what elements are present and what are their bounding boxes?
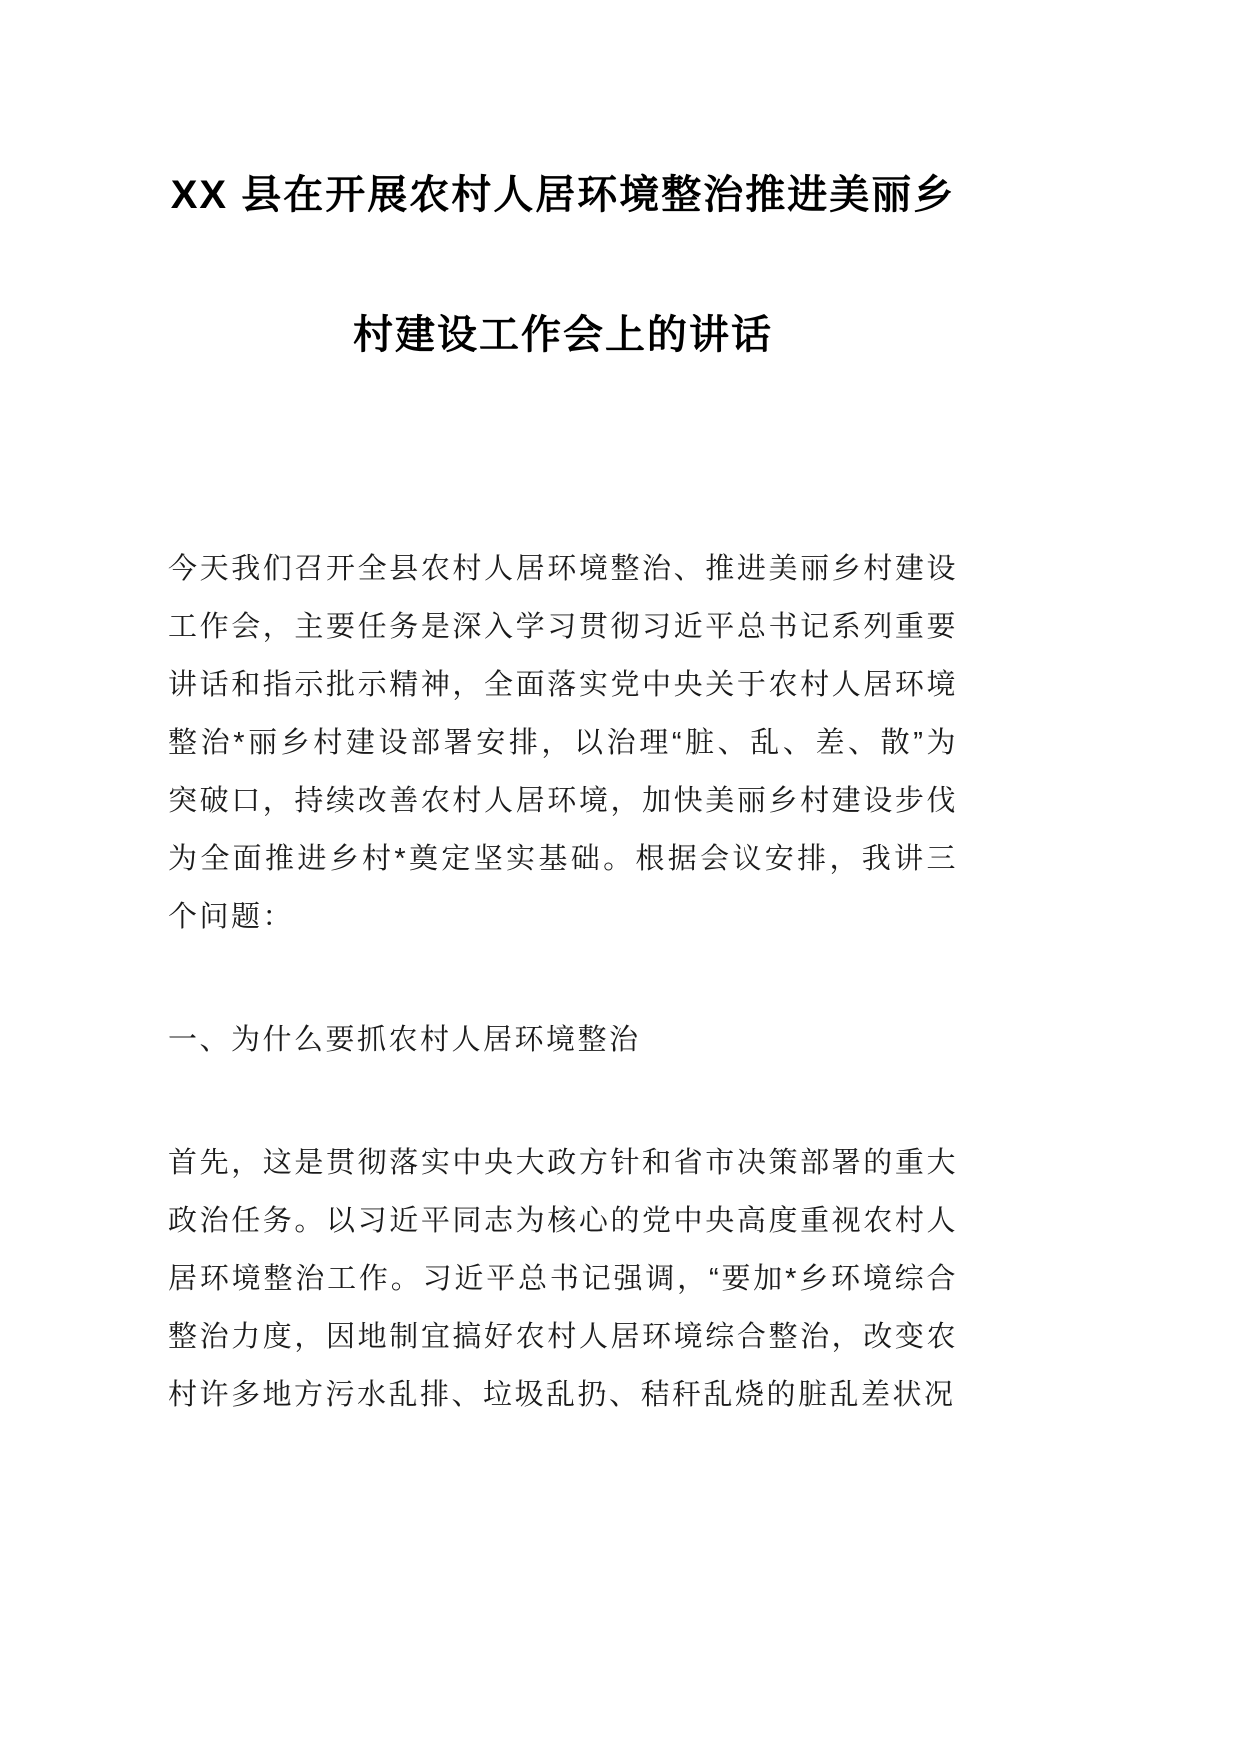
section-heading-1: 一、为什么要抓农村人居环境整治 [168, 1024, 641, 1056]
title-line-1: XX 县在开展农村人居环境整治推进美丽乡 [170, 173, 956, 217]
title-line-2: 村建设工作会上的讲话 [353, 313, 773, 357]
paragraph-intro: 今天我们召开全县农村人居环境整治、推进美丽乡村建设工作会，主要任务是深入学习贯彻习近平总书记系列重要讲话和指示批示精神，全面落实党中央关于农村人居环境整治*丽乡村建设部署安排，以治理“脏、乱、差、散”为突破口，持续改善农村人居环境，加快美丽乡村建设步伐为全面推进乡村*奠定坚实基础。根据会议安排，我讲三个问题： [168, 553, 958, 933]
paragraph-section-1: 首先，这是贯彻落实中央大政方针和省市决策部署的重大政治任务。以习近平同志为核心的党中央高度重视农村人居环境整治工作。习近平总书记强调，“要加*乡环境综合整治力度，因地制宜搞好农村人居环境综合整治，改变农村许多地方污水乱排、垃圾乱扔、秸秆乱烧的脏乱差状况 [168, 1147, 958, 1411]
document-title [168, 175, 958, 355]
